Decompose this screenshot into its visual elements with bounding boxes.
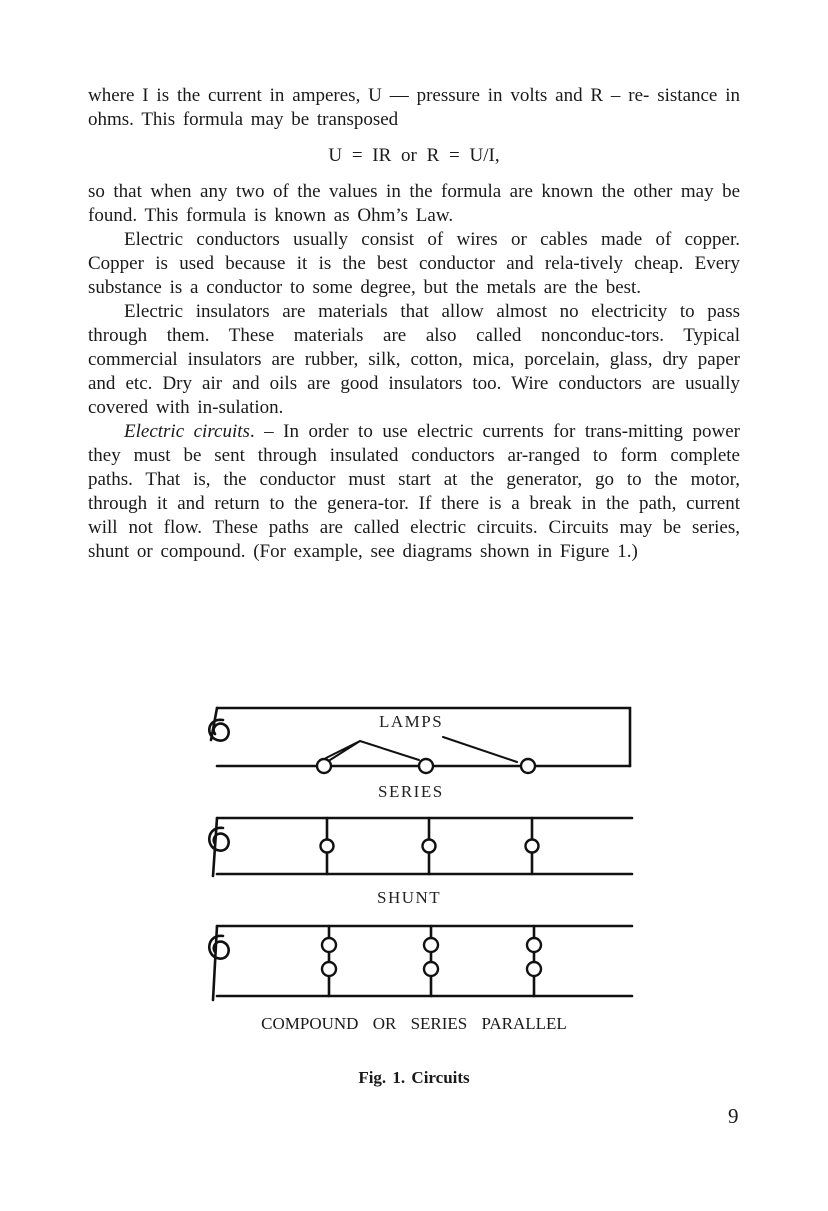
shunt-generator-icon xyxy=(209,818,228,876)
compound-circuit xyxy=(209,926,632,1000)
series-lamp-2 xyxy=(419,759,433,773)
text-line: where I is the current in amperes, U — pressure in volts and R – re- xyxy=(88,85,650,106)
shunt-circuit xyxy=(209,818,632,876)
label-compound: COMPOUND OR SERIES PARALLEL xyxy=(261,1014,567,1033)
circuits-heading: Electric circuits xyxy=(124,421,250,442)
paragraph-conductors: Electric conductors usually consist of wires or cables made of copper. Copper is used because it is the best conductor and rela-tively cheap. Every substance is a conductor to some degree, but the metals are the best. xyxy=(88,229,740,298)
series-generator-icon xyxy=(209,708,228,741)
compound-lamp-2a xyxy=(424,938,438,952)
compound-lamp-3b xyxy=(527,962,541,976)
compound-generator-icon xyxy=(209,926,228,1000)
shunt-lamp-3 xyxy=(526,840,539,853)
compound-lamp-2b xyxy=(424,962,438,976)
circuits-text: . – In order to use electric currents for trans-mitting power they must be sent through insulated conductors ar-ranged to form complete paths. That is, the conductor must start at the generator, go to the motor, through it and return to the genera-tor. If there is a break in the path, current will not flow. These paths are called electric circuits. Circuits may be series, shunt or compound. (For example, see diagrams shown in Figure 1.) xyxy=(88,421,741,562)
compound-lamp-1b xyxy=(322,962,336,976)
circuit-diagram-svg xyxy=(195,700,640,1010)
paragraph-insulators: Electric insulators are materials that allow almost no electricity to pass through them. These materials are also called nonconduc-tors. Typical commercial insulators are rubber, silk, cotton, mica, porcelain, glass, dry paper and etc. Dry air and oils are good insulators too. Wire conductors are usually covered with in-sulation. xyxy=(88,301,740,418)
lamps-pointer-arrows xyxy=(326,737,517,762)
label-series: SERIES xyxy=(378,782,444,801)
circuit-diagram xyxy=(195,700,640,1010)
paragraph-ohm-intro xyxy=(88,84,740,132)
shunt-lamp-1 xyxy=(321,840,334,853)
body-text xyxy=(88,84,740,564)
paragraph-circuits xyxy=(88,420,740,564)
text-line: sistance in ohms. This formula may be transposed xyxy=(88,85,740,130)
page-number: 9 xyxy=(728,1104,739,1128)
compound-lamp-1a xyxy=(322,938,336,952)
shunt-lamp-2 xyxy=(423,840,436,853)
ohm-formula: U = IR or R = U/I, xyxy=(328,145,500,166)
label-lamps: LAMPS xyxy=(379,712,444,731)
series-lamp-1 xyxy=(317,759,331,773)
compound-lamp-3a xyxy=(527,938,541,952)
label-shunt: SHUNT xyxy=(377,888,442,907)
paragraph-ohms-law: so that when any two of the values in the formula are known the other may be found. This formula is known as Ohm’s Law. xyxy=(88,181,740,226)
series-lamp-3 xyxy=(521,759,535,773)
figure-caption: Fig. 1. Circuits xyxy=(358,1068,470,1087)
